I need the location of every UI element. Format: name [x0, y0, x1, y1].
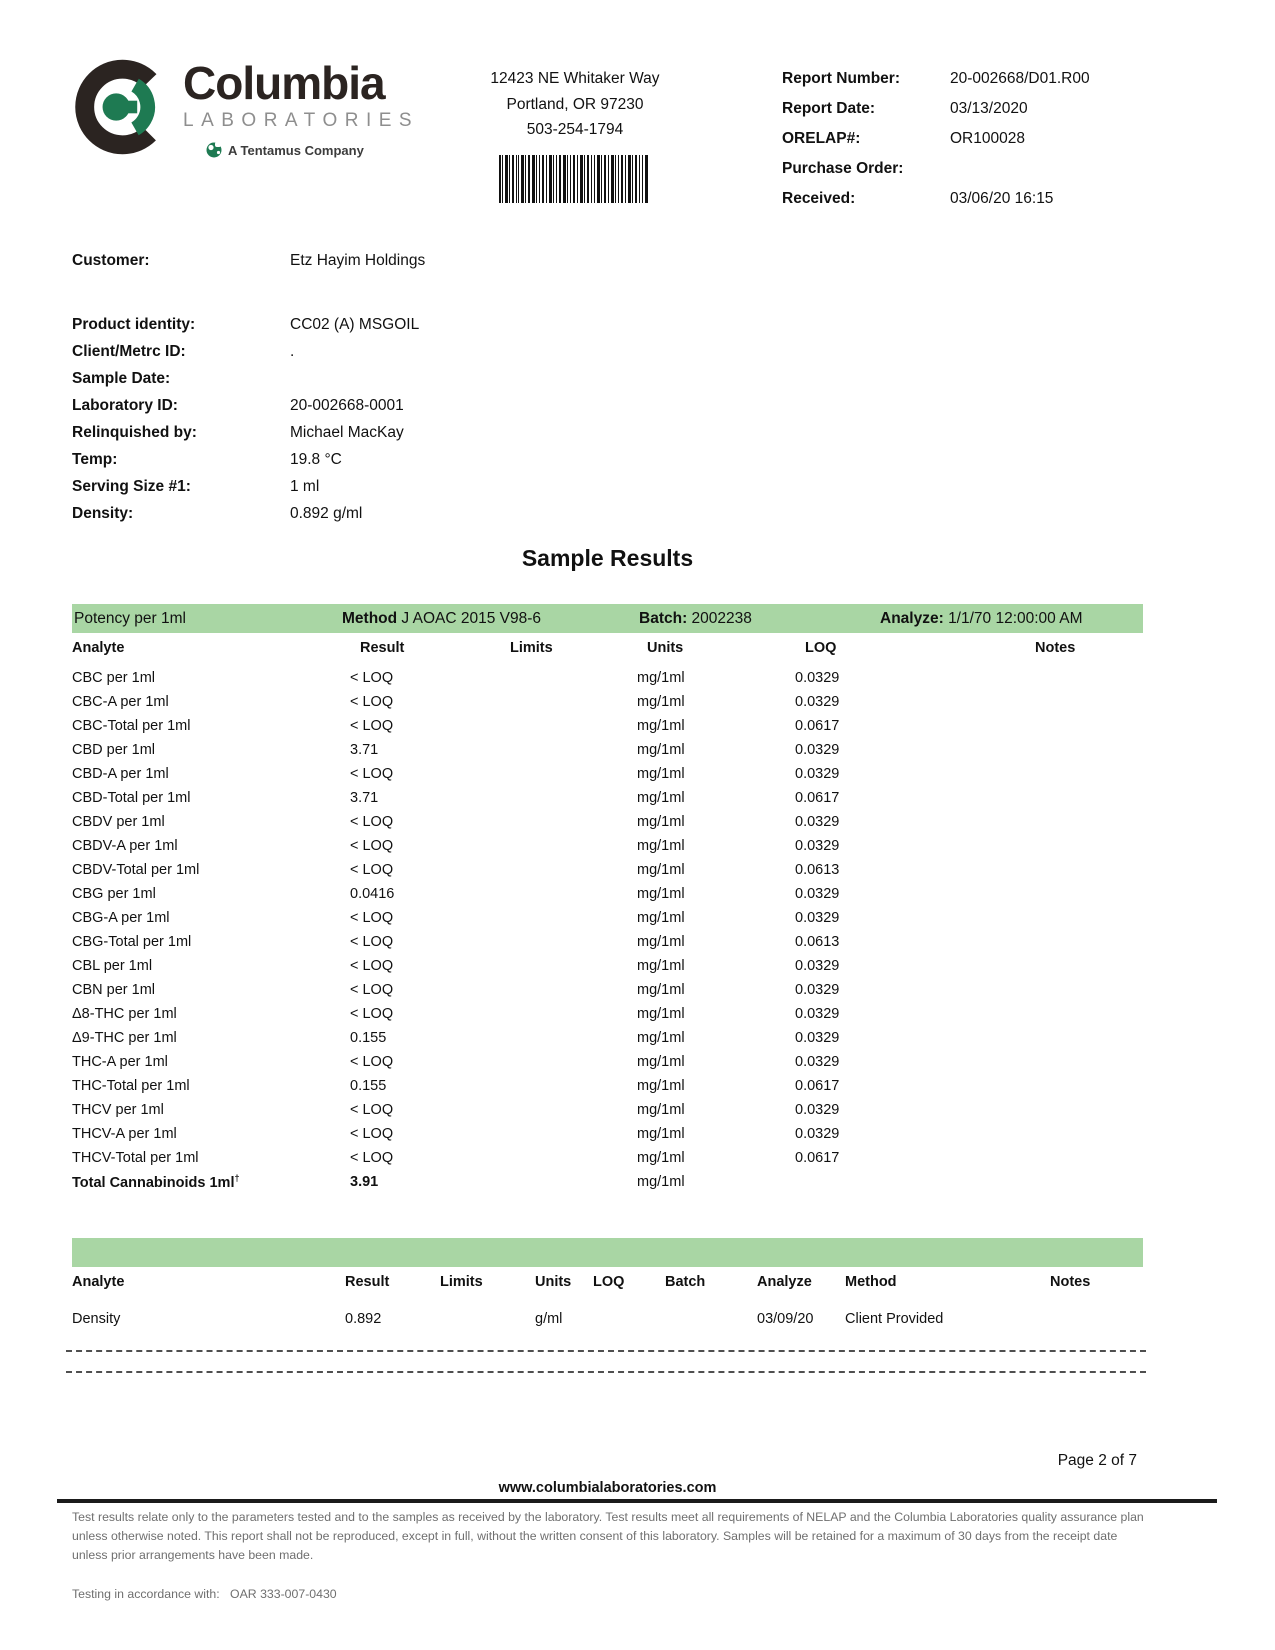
cell-units: mg/1ml: [637, 910, 685, 926]
columbia-logo: [70, 52, 419, 167]
cell-loq: 0.0329: [795, 886, 840, 902]
header-cell-loq: LOQ: [593, 1274, 625, 1290]
cell-loq: 0.0329: [795, 982, 840, 998]
band-analyze-value: 1/1/70 12:00:00 AM: [948, 609, 1083, 627]
band-title: Potency per 1ml: [74, 609, 186, 627]
cell-analyte: CBC-Total per 1ml: [72, 718, 191, 734]
cell-analyte: THCV per 1ml: [72, 1102, 164, 1118]
cell-analyte: CBC per 1ml: [72, 670, 155, 686]
cell-analyte: CBL per 1ml: [72, 958, 153, 974]
info-row: [72, 338, 419, 365]
table-row: [72, 858, 1143, 882]
dashed-divider: [66, 1371, 1146, 1373]
cell-result: < LOQ: [350, 1102, 394, 1118]
header-cell-method: Method: [845, 1274, 897, 1290]
info-value: .: [290, 342, 295, 360]
header-cell-notes: Notes: [1050, 1274, 1091, 1290]
info-label: Density:: [72, 504, 134, 522]
cell-result: 0.155: [350, 1030, 387, 1046]
info-value: CC02 (A) MSGOIL: [290, 315, 420, 333]
customer-label: Customer:: [72, 252, 150, 269]
cell-units: mg/1ml: [637, 958, 685, 974]
table-row: [72, 1026, 1143, 1050]
cell-loq: 0.0617: [795, 1150, 840, 1166]
band-method-label: Method: [342, 609, 398, 627]
table-row: [72, 978, 1143, 1002]
info-label: Product identity:: [72, 315, 196, 333]
header-cell-limits: Limits: [510, 640, 553, 656]
cell-loq: 0.0329: [795, 1030, 840, 1046]
table-row: [72, 690, 1143, 714]
cell-analyte: CBG-Total per 1ml: [72, 934, 192, 950]
testing-label: Testing in accordance with:: [72, 1587, 220, 1601]
info-row: [72, 500, 419, 527]
cell-result: < LOQ: [350, 958, 394, 974]
meta-value: OR100028: [950, 130, 1025, 147]
table-row: [72, 714, 1143, 738]
cell-loq: 0.0329: [795, 838, 840, 854]
total-cannabinoids-row: [72, 1170, 1143, 1194]
cell-loq: 0.0329: [795, 1006, 840, 1022]
info-row: [72, 419, 419, 446]
density-band: [72, 1238, 1143, 1267]
table-row: [72, 1050, 1143, 1074]
tentamus-label: A Tentamus Company: [228, 143, 364, 158]
meta-row: [782, 184, 1212, 214]
potency-header-row: [72, 640, 1143, 656]
header-cell-notes: Notes: [1035, 640, 1076, 656]
address-line: Portland, OR 97230: [506, 95, 644, 113]
cell-units: mg/1ml: [637, 694, 685, 710]
info-value: 1 ml: [290, 477, 320, 495]
band-analyze: [878, 610, 1143, 628]
tentamus-icon: [205, 140, 223, 161]
table-row: [72, 1002, 1143, 1026]
address-lines: [452, 66, 698, 143]
header-cell-analyte: Analyte: [72, 640, 125, 656]
meta-value: 20-002668/D01.R00: [950, 70, 1090, 87]
header-cell-result: Result: [345, 1274, 390, 1290]
cell-units: mg/1ml: [637, 814, 685, 830]
meta-row: [782, 64, 1212, 94]
cell-result: < LOQ: [350, 934, 394, 950]
cell-units: mg/1ml: [637, 934, 685, 950]
header-cell-limits: Limits: [440, 1274, 483, 1290]
cell-units: mg/1ml: [637, 862, 685, 878]
cell-result: < LOQ: [350, 1126, 394, 1142]
address-line: 12423 NE Whitaker Way: [490, 70, 660, 87]
table-row: [72, 762, 1143, 786]
meta-label: Purchase Order:: [782, 160, 904, 177]
cell-loq: 0.0329: [795, 670, 840, 686]
cell-units: mg/1ml: [637, 1126, 685, 1142]
cell-analyte: Density: [72, 1311, 121, 1327]
info-label: Serving Size #1:: [72, 477, 191, 495]
info-row: [72, 311, 419, 338]
cell-loq: 0.0329: [795, 1102, 840, 1118]
cell-loq: 0.0329: [795, 1054, 840, 1070]
cell-units: mg/1ml: [637, 1174, 685, 1190]
info-row: [72, 392, 419, 419]
cell-loq: 0.0329: [795, 814, 840, 830]
table-row: [72, 1098, 1143, 1122]
cell-loq: 0.0329: [795, 958, 840, 974]
cell-result: 3.71: [350, 742, 379, 758]
cell-result: 3.91: [350, 1174, 379, 1190]
cell-units: mg/1ml: [637, 742, 685, 758]
cell-units: mg/1ml: [637, 766, 685, 782]
cell-result: 0.892: [345, 1311, 382, 1327]
footer-rule: [57, 1499, 1217, 1503]
table-row: [72, 786, 1143, 810]
cell-loq: 0.0329: [795, 766, 840, 782]
dagger-mark: †: [234, 1173, 240, 1184]
cell-loq: 0.0613: [795, 934, 840, 950]
page-number: Page 2 of 7: [1057, 1452, 1137, 1469]
cell-loq: 0.0617: [795, 718, 840, 734]
logo-subtitle: LABORATORIES: [183, 110, 420, 131]
density-table-body: [72, 1306, 1143, 1332]
header-cell-analyte: Analyte: [72, 1274, 125, 1290]
info-label: Sample Date:: [72, 369, 171, 387]
meta-label: ORELAP#:: [782, 130, 861, 147]
table-row: [72, 930, 1143, 954]
table-row: [72, 1306, 1143, 1332]
cell-analyte: CBG-A per 1ml: [72, 910, 170, 926]
cell-loq: 0.0613: [795, 862, 840, 878]
cell-result: < LOQ: [350, 982, 394, 998]
cell-units: mg/1ml: [637, 1078, 685, 1094]
address-line: 503-254-1794: [526, 121, 624, 139]
cell-loq: 0.0617: [795, 1078, 840, 1094]
info-row: [72, 446, 419, 473]
cell-result: < LOQ: [350, 910, 394, 926]
disclaimer-text: Test results relate only to the parameters tested and to the samples as received by the laboratory. Test results meet all requirements of NELAP and the Columbia Laboratories quality assurance plan unless otherwise noted. This report shall not be reproduced, except in full, without the written consent of this laboratory. Samples will be retained for a maximum of 30 days from the receipt date unless prior arrangements have been made.: [72, 1510, 1144, 1563]
cell-units: mg/1ml: [637, 1150, 685, 1166]
cell-units: mg/1ml: [637, 790, 685, 806]
cell-units: mg/1ml: [637, 886, 685, 902]
cell-method: Client Provided: [845, 1311, 944, 1327]
info-label: Laboratory ID:: [72, 396, 178, 414]
meta-row: [782, 124, 1212, 154]
cell-units: mg/1ml: [637, 838, 685, 854]
cell-units: mg/1ml: [637, 1054, 685, 1070]
cell-result: 3.71: [350, 790, 379, 806]
band-method-value: J AOAC 2015 V98-6: [401, 609, 542, 627]
cell-result: 0.0416: [350, 886, 395, 902]
info-label: Client/Metrc ID:: [72, 342, 186, 360]
header-cell-loq: LOQ: [805, 640, 837, 656]
header-cell-units: Units: [647, 640, 684, 656]
table-row: [72, 834, 1143, 858]
info-value: 19.8 °C: [290, 450, 342, 468]
potency-table-body: [72, 666, 1143, 1194]
cell-units: mg/1ml: [637, 670, 685, 686]
lab-address: [452, 66, 698, 208]
cell-analyte: THC-A per 1ml: [72, 1054, 168, 1070]
cell-analyte: CBDV-Total per 1ml: [72, 862, 200, 878]
cell-analyte: CBG per 1ml: [72, 886, 156, 902]
cell-result: < LOQ: [350, 718, 394, 734]
sample-info: [72, 311, 419, 527]
table-row: [72, 1074, 1143, 1098]
cell-analyte: Δ8-THC per 1ml: [72, 1006, 177, 1022]
table-row: [72, 1122, 1143, 1146]
header-cell-batch: Batch: [665, 1274, 706, 1290]
potency-rows: [72, 666, 1143, 1170]
info-value: 20-002668-0001: [290, 396, 404, 414]
cell-result: < LOQ: [350, 694, 394, 710]
info-label: Relinquished by:: [72, 423, 197, 441]
cell-analyte: CBDV-A per 1ml: [72, 838, 178, 854]
meta-value: 03/13/2020: [950, 100, 1028, 117]
info-value: 0.892 g/ml: [290, 504, 363, 522]
cell-analyte: Δ9-THC per 1ml: [72, 1030, 177, 1046]
cell-analyte: CBD-A per 1ml: [72, 766, 169, 782]
meta-label: Report Date:: [782, 100, 876, 117]
cell-result: < LOQ: [350, 862, 394, 878]
meta-row: [782, 154, 1212, 184]
header-cell-analyze: Analyze: [757, 1274, 812, 1290]
band-analyze-label: Analyze:: [880, 609, 944, 627]
cell-analyte: CBD per 1ml: [72, 742, 155, 758]
cell-units: mg/1ml: [637, 1006, 685, 1022]
table-row: [72, 882, 1143, 906]
cell-loq: 0.0329: [795, 1126, 840, 1142]
cell-result: < LOQ: [350, 1150, 394, 1166]
logo-name: Columbia: [183, 57, 385, 109]
header-cell-units: Units: [535, 1274, 572, 1290]
info-value: Michael MacKay: [290, 423, 404, 441]
cell-analyze: 03/09/20: [757, 1311, 814, 1327]
testing-value: OAR 333-007-0430: [230, 1587, 337, 1601]
cell-analyte: CBC-A per 1ml: [72, 694, 169, 710]
cell-result: < LOQ: [350, 1006, 394, 1022]
cell-analyte: CBN per 1ml: [72, 982, 155, 998]
testing-accordance-row: [72, 1587, 337, 1601]
report-meta: [782, 64, 1212, 214]
cell-analyte: THCV-A per 1ml: [72, 1126, 177, 1142]
table-row: [72, 810, 1143, 834]
cell-analyte: CBDV per 1ml: [72, 814, 165, 830]
tentamus-tagline: [205, 140, 419, 161]
table-row: [72, 666, 1143, 690]
cell-units: g/ml: [535, 1311, 563, 1327]
section-title: Sample Results: [521, 545, 694, 571]
meta-label: Report Number:: [782, 70, 900, 87]
cell-analyte: [72, 1173, 350, 1191]
cell-loq: 0.0329: [795, 742, 840, 758]
cell-result: < LOQ: [350, 838, 394, 854]
cell-analyte: THC-Total per 1ml: [72, 1078, 190, 1094]
table-row: [72, 1146, 1143, 1170]
columbia-logo-icon: [70, 52, 175, 167]
customer-value: Etz Hayim Holdings: [290, 252, 426, 269]
cell-result: 0.155: [350, 1078, 387, 1094]
cell-result: < LOQ: [350, 670, 394, 686]
cell-analyte: CBD-Total per 1ml: [72, 790, 191, 806]
meta-row: [782, 94, 1212, 124]
cell-result: < LOQ: [350, 814, 394, 830]
table-row: [72, 738, 1143, 762]
band-batch-value: 2002238: [691, 609, 752, 627]
density-header-row: [72, 1274, 1143, 1290]
cell-units: mg/1ml: [637, 1102, 685, 1118]
cell-result: < LOQ: [350, 766, 394, 782]
cell-result: < LOQ: [350, 1054, 394, 1070]
info-row: [72, 365, 419, 392]
barcode: [499, 155, 651, 208]
band-batch: [637, 610, 878, 628]
website-text: www.columbialaboratories.com: [498, 1480, 717, 1496]
band-method: [340, 610, 637, 628]
info-label: Temp:: [72, 450, 118, 468]
total-label: Total Cannabinoids 1ml: [72, 1174, 235, 1191]
info-row: [72, 473, 419, 500]
table-row: [72, 906, 1143, 930]
cell-analyte: THCV-Total per 1ml: [72, 1150, 199, 1166]
cell-loq: 0.0329: [795, 694, 840, 710]
meta-label: Received:: [782, 190, 856, 207]
table-row: [72, 954, 1143, 978]
cell-units: mg/1ml: [637, 982, 685, 998]
meta-value: 03/06/20 16:15: [950, 190, 1054, 207]
cell-loq: 0.0329: [795, 910, 840, 926]
cell-units: mg/1ml: [637, 1030, 685, 1046]
customer-row: [72, 252, 425, 270]
logo-wordmark: [183, 52, 419, 161]
band-batch-label: Batch:: [639, 609, 688, 627]
cell-units: mg/1ml: [637, 718, 685, 734]
dashed-divider: [66, 1350, 1146, 1352]
header-cell-result: Result: [360, 640, 405, 656]
cell-loq: 0.0617: [795, 790, 840, 806]
potency-band: [72, 604, 1143, 633]
